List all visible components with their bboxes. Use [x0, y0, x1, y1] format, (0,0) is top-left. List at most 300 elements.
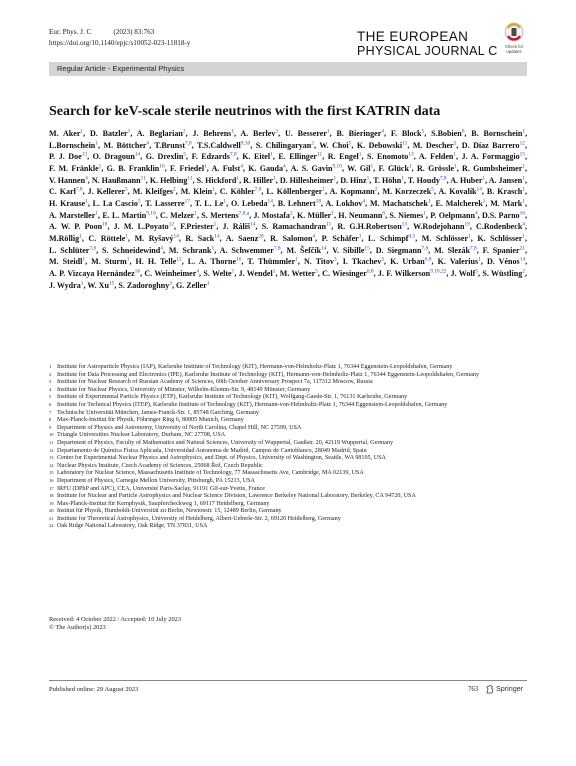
author-name[interactable]: M. Kleifges — [132, 187, 174, 197]
author-name[interactable]: T. L. Le — [194, 198, 224, 208]
author-entry[interactable]: A. Kovalík$^{14}$, — [438, 186, 484, 197]
author-name[interactable]: K. Urban — [390, 257, 425, 267]
author-name[interactable]: H. Krause — [49, 198, 86, 208]
author-affiliation-ref[interactable]: 18 — [102, 221, 108, 228]
author-name[interactable]: J. A. Formaggio — [461, 152, 520, 162]
author-entry[interactable]: D. Díaz Barrero$^{12}$, — [461, 139, 527, 150]
author-entry[interactable]: A. Schwemmer$^{7,8}$, — [219, 244, 283, 255]
author-name[interactable]: F. Block — [390, 129, 422, 138]
author-entry[interactable]: J. Wydra$^1$, — [49, 279, 86, 290]
author-affiliation-ref[interactable]: 1 — [272, 268, 276, 275]
author-affiliation-ref[interactable]: 1 — [80, 279, 84, 286]
author-affiliation-ref[interactable]: 4 — [283, 163, 286, 170]
author-affiliation-ref[interactable]: 1 — [522, 233, 525, 240]
author-name[interactable]: R. Sack — [185, 233, 215, 243]
author-affiliation-ref[interactable]: 9,10 — [146, 209, 156, 216]
author-name[interactable]: E. Ellinger — [278, 152, 317, 162]
author-affiliation-ref[interactable]: 15 — [364, 244, 370, 251]
author-name[interactable]: A. S. Gavin — [290, 163, 333, 173]
author-affiliation-ref[interactable]: 1 — [95, 139, 98, 146]
author-name[interactable]: F. Friedel — [170, 163, 205, 173]
author-name[interactable]: F. Glück — [378, 163, 409, 173]
author-entry[interactable]: S. Niemes$^1$, — [389, 209, 428, 220]
author-entry[interactable]: J. M. L.Poyato$^{12}$, — [113, 221, 177, 232]
author-entry[interactable]: W. Gil$^1$, — [347, 163, 376, 173]
author-entry[interactable]: L. La Cascio$^5$, — [92, 198, 143, 208]
author-name[interactable]: M. Korzeczek — [382, 187, 432, 197]
author-entry[interactable]: J. F. Wilkerson$^{9,10,22}$, — [377, 268, 449, 278]
author-entry[interactable]: O. Dragoun$^{14}$, — [92, 151, 143, 162]
author-entry[interactable]: K. Helbing$^{11}$, — [149, 174, 195, 185]
author-entry[interactable]: B. Krasch$^1$, — [486, 186, 527, 197]
author-name[interactable]: R. Gumbsheimer — [462, 163, 523, 173]
author-name[interactable]: F. M. Fränkle — [49, 163, 99, 173]
author-affiliation-ref[interactable]: 6,8 — [366, 268, 374, 275]
author-name[interactable]: V. Sibille — [332, 245, 365, 255]
author-entry[interactable]: M. Machatschek$^1$, — [369, 198, 433, 208]
author-name[interactable]: M. Mark — [490, 198, 523, 208]
author-entry[interactable]: M. Schrank$^1$, — [168, 244, 217, 255]
author-affiliation-ref[interactable]: 1 — [408, 163, 412, 170]
author-affiliation-ref[interactable]: 14 — [476, 186, 482, 193]
author-name[interactable]: M. Ryšavý — [134, 233, 174, 243]
author-entry[interactable]: R. G.H.Robertson$^{13}$, — [337, 221, 410, 232]
author-name[interactable]: K. Helbing — [149, 175, 188, 185]
author-affiliation-ref[interactable]: 2 — [311, 139, 314, 146]
author-name[interactable]: C. Wiesinger — [322, 268, 367, 278]
author-entry[interactable]: S. Wüstling$^2$, — [482, 268, 527, 278]
author-name[interactable]: J. Mostafa — [253, 210, 290, 220]
author-affiliation-ref[interactable]: 13 — [81, 151, 88, 158]
author-entry[interactable]: A. Marsteller$^1$, — [49, 209, 101, 220]
author-name[interactable]: S. Wüstling — [482, 268, 523, 278]
author-entry[interactable]: L.Bornschein$^1$, — [49, 139, 100, 150]
author-name[interactable]: G. Zeller — [175, 280, 207, 290]
author-entry[interactable]: R. Engel$^1$, — [327, 151, 364, 162]
author-name[interactable]: A. Berlev — [240, 129, 276, 138]
author-name[interactable]: E. L. Martin — [102, 210, 147, 220]
author-entry[interactable]: A. Fulst$^4$, — [211, 163, 245, 173]
author-affiliation-ref[interactable]: 11 — [402, 139, 408, 146]
author-affiliation-ref[interactable]: 21 — [519, 244, 525, 251]
author-entry[interactable]: C. Köhler$^{7,8}$, — [219, 186, 264, 197]
author-entry[interactable]: H. H. Telle$^{12}$, — [135, 256, 184, 267]
author-affiliation-ref[interactable]: 1 — [522, 174, 525, 181]
author-affiliation-ref[interactable]: 4 — [196, 268, 200, 275]
author-entry[interactable]: B. Lehnert$^{18}$, — [277, 198, 324, 208]
author-affiliation-ref[interactable]: 5 — [348, 139, 352, 146]
author-entry[interactable]: S. Mertens$^{7,8,a}$, — [201, 209, 252, 220]
author-name[interactable]: S. Welte — [203, 268, 232, 278]
check-for-updates-badge[interactable] — [499, 22, 529, 58]
author-entry[interactable]: S.Bobien$^6$, — [431, 128, 467, 138]
author-entry[interactable]: J. A. Formaggio$^{15}$, — [461, 151, 528, 162]
author-affiliation-ref[interactable]: 7,8,a — [238, 209, 250, 216]
author-name[interactable]: D. Hinz — [340, 175, 367, 185]
author-affiliation-ref[interactable]: 5 — [453, 139, 457, 146]
author-entry[interactable]: I. Tkachev$^3$, — [342, 256, 386, 267]
author-name[interactable]: K. Valerius — [437, 257, 479, 267]
author-affiliation-ref[interactable]: 1 — [95, 209, 99, 216]
author-entry[interactable]: M. Ryšavý$^{14}$, — [134, 233, 181, 243]
author-affiliation-ref[interactable]: 1 — [213, 221, 217, 228]
author-name[interactable]: S. Mertens — [201, 210, 239, 220]
author-affiliation-ref[interactable]: 4,5 — [408, 233, 416, 240]
author-entry[interactable]: M. Sturm$^1$, — [91, 256, 132, 267]
author-affiliation-ref[interactable]: 17 — [184, 198, 191, 205]
author-affiliation-ref[interactable]: 3 — [381, 256, 384, 263]
author-entry[interactable]: F. Friedel$^1$, — [170, 163, 209, 173]
author-affiliation-ref[interactable]: 16 — [134, 268, 141, 275]
author-affiliation-ref[interactable]: 4 — [362, 198, 366, 205]
author-entry[interactable]: P. Oelpmann$^4$, — [430, 209, 480, 220]
author-name[interactable]: M. Böttcher — [103, 140, 147, 150]
author-entry[interactable]: A. Felden$^1$, — [418, 151, 459, 162]
author-name[interactable]: O. Lebeda — [230, 198, 268, 208]
author-entry[interactable]: E. Malcherek$^1$, — [435, 198, 488, 208]
author-name[interactable]: B. Bornschein — [471, 129, 523, 138]
author-name[interactable]: C. Karl — [49, 187, 76, 197]
author-name[interactable]: O. Dragoun — [92, 152, 135, 162]
author-name[interactable]: S. Niemes — [389, 210, 424, 220]
author-name[interactable]: L. Schimpf — [367, 233, 409, 243]
author-entry[interactable]: L. A. Thorne$^{16}$, — [187, 256, 244, 267]
author-entry[interactable]: T. L. Le$^1$, — [194, 198, 229, 208]
author-entry[interactable]: O. Lebeda$^{14}$, — [230, 198, 275, 208]
author-affiliation-ref[interactable]: 4 — [381, 128, 384, 135]
author-entry[interactable]: N. Haußmann$^{11}$, — [91, 174, 148, 185]
author-entry[interactable]: M. Korzeczek$^5$, — [382, 186, 436, 197]
author-affiliation-ref[interactable]: 12 — [176, 256, 182, 263]
author-name[interactable]: M. Aker — [49, 129, 81, 138]
author-entry[interactable]: M. Mark$^1$, — [490, 198, 528, 208]
author-affiliation-ref[interactable]: 2 — [182, 128, 186, 135]
author-entry[interactable]: T.S.Caldwell$^{9,10}$, — [197, 139, 253, 150]
author-affiliation-ref[interactable]: 1 — [428, 198, 431, 205]
author-name[interactable]: L. Köllenberger — [266, 187, 323, 197]
author-name[interactable]: A. Kopmann — [329, 187, 375, 197]
author-name[interactable]: D.S. Parno — [481, 210, 520, 220]
author-affiliation-ref[interactable]: 1 — [82, 256, 86, 263]
author-affiliation-ref[interactable]: 1 — [79, 233, 82, 240]
author-entry[interactable]: C. Melzer$^1$, — [160, 209, 199, 220]
author-name[interactable]: A. Lokhov — [325, 198, 363, 208]
author-name[interactable]: J. Ráliš — [222, 222, 251, 232]
author-name[interactable]: M. Schrank — [168, 245, 212, 255]
author-affiliation-ref[interactable]: 1 — [126, 256, 130, 263]
author-entry[interactable]: L. Köllenberger$^1$, — [266, 186, 328, 197]
author-name[interactable]: R. Hiller — [243, 175, 274, 185]
author-entry[interactable]: M. Kleifges$^2$, — [132, 186, 178, 197]
author-name[interactable]: J. Wolf — [450, 268, 476, 278]
author-entry[interactable]: K. Schlösser$^1$, — [477, 233, 528, 243]
author-entry[interactable]: M. Šefčík$^{14}$, — [286, 244, 329, 255]
author-entry[interactable]: T. Houdy$^{7,8}$, — [407, 174, 449, 185]
author-entry[interactable]: D. Batzler$^1$, — [89, 128, 133, 138]
author-entry[interactable]: M. Steidl$^1$, — [49, 256, 88, 267]
author-affiliation-ref[interactable]: 1 — [212, 186, 215, 193]
author-name[interactable]: M. Schlösser — [421, 233, 469, 243]
author-affiliation-ref[interactable]: 1 — [273, 174, 276, 181]
author-affiliation-ref[interactable]: 4 — [160, 244, 163, 251]
author-entry[interactable]: A. Saenz$^{20}$, — [225, 233, 266, 243]
author-entry[interactable]: G. B. Franklin$^{16}$, — [106, 163, 167, 173]
author-affiliation-ref[interactable]: 1 — [366, 174, 370, 181]
author-affiliation-ref[interactable]: 4 — [240, 163, 243, 170]
author-affiliation-ref[interactable]: 11 — [140, 174, 146, 181]
author-affiliation-ref[interactable]: 12 — [519, 139, 525, 146]
author-name[interactable]: V. Hannen — [49, 175, 86, 185]
author-affiliation-ref[interactable]: 4 — [522, 221, 525, 228]
author-name[interactable]: D. Hillesheimer — [279, 175, 334, 185]
author-affiliation-ref[interactable]: 1 — [482, 174, 486, 181]
author-entry[interactable]: K. Eitel$^1$, — [242, 151, 275, 162]
author-affiliation-ref[interactable]: 1 — [522, 163, 526, 170]
author-affiliation-ref[interactable]: 1 — [295, 256, 298, 263]
author-name[interactable]: M. Descher — [412, 140, 454, 150]
author-affiliation-ref[interactable]: 1 — [522, 186, 525, 193]
author-name[interactable]: A. Marsteller — [49, 210, 96, 220]
author-affiliation-ref[interactable]: 1 — [370, 163, 374, 170]
author-affiliation-ref[interactable]: 1 — [358, 151, 362, 158]
author-name[interactable]: K. Debowski — [356, 140, 403, 150]
author-entry[interactable]: J. Behrens$^1$, — [192, 128, 237, 138]
author-affiliation-ref[interactable]: 5 — [475, 268, 479, 275]
author-entry[interactable]: S. Welte$^1$, — [203, 268, 237, 278]
author-name[interactable]: A. Saenz — [225, 233, 259, 243]
author-entry[interactable]: B. Bieringer$^4$, — [336, 128, 387, 138]
author-affiliation-ref[interactable]: 3 — [275, 128, 279, 135]
author-entry[interactable]: A. Lokhov$^4$, — [325, 198, 368, 208]
author-affiliation-ref[interactable]: 1 — [522, 128, 526, 135]
author-entry[interactable]: J. Wolf$^5$, — [450, 268, 481, 278]
author-name[interactable]: E. Malcherek — [435, 198, 483, 208]
author-affiliation-ref[interactable]: 1 — [454, 163, 457, 170]
author-entry[interactable]: R. Gumbsheimer$^1$, — [462, 163, 528, 173]
author-name[interactable]: T. Höhn — [373, 175, 402, 185]
author-entry[interactable]: D. Vénos$^{14}$, — [486, 256, 528, 267]
author-affiliation-ref[interactable]: 6 — [461, 128, 465, 135]
author-affiliation-ref[interactable]: 7,8 — [439, 174, 447, 181]
author-name[interactable]: S.Bobien — [431, 129, 462, 138]
author-entry[interactable]: M. Klein$^1$, — [180, 186, 217, 197]
author-entry[interactable]: K. Urban$^{6,8}$, — [390, 256, 434, 267]
author-entry[interactable]: V. Hannen$^4$, — [49, 174, 90, 185]
author-name[interactable]: J. Wydra — [49, 280, 81, 290]
author-entry[interactable]: K. Gauda$^4$, — [248, 163, 288, 173]
author-affiliation-ref[interactable]: 11 — [187, 174, 193, 181]
author-name[interactable]: K. Müller — [296, 210, 332, 220]
author-affiliation-ref[interactable]: 1 — [85, 198, 88, 205]
author-affiliation-ref[interactable]: 7,8 — [254, 186, 262, 193]
author-name[interactable]: J. Behrens — [192, 129, 232, 138]
author-entry[interactable] — [176, 281, 210, 290]
author-name[interactable]: A. Beglarian — [136, 129, 183, 138]
author-name[interactable]: A. Schwemmer — [219, 245, 274, 255]
author-affiliation-ref[interactable]: 1 — [331, 209, 334, 216]
author-entry[interactable]: D. Hinz$^1$, — [340, 174, 372, 185]
author-name[interactable]: H. Neumann — [338, 210, 383, 220]
author-entry[interactable]: R. Hiller$^1$, — [243, 174, 278, 185]
author-name[interactable]: D. Vénos — [486, 257, 520, 267]
author-entry[interactable]: F. Edzards$^{7,8}$, — [191, 151, 239, 162]
author-entry[interactable]: T. Höhn$^1$, — [373, 174, 406, 185]
author-affiliation-ref[interactable]: 7,8 — [185, 139, 192, 146]
author-entry[interactable]: W. Choi$^5$, — [319, 139, 354, 150]
author-entry[interactable]: L. Schlüter$^{7,8}$, — [49, 244, 99, 255]
author-name[interactable]: J. F. Wilkerson — [377, 268, 431, 278]
doi-link[interactable]: https://doi.org/10.1140/epjc/s10052-023-11818-y — [49, 39, 191, 47]
author-affiliation-ref[interactable]: 9,10,22 — [430, 268, 447, 275]
author-name[interactable]: L.Bornschein — [49, 140, 96, 150]
author-name[interactable]: J. Wendel — [238, 268, 273, 278]
author-name[interactable]: C.Rodenbeck — [476, 222, 523, 232]
author-entry[interactable]: J. Wendel$^1$, — [238, 268, 278, 278]
author-affiliation-ref[interactable]: 1 — [98, 163, 102, 170]
author-affiliation-ref[interactable]: 1 — [270, 151, 273, 158]
author-name[interactable]: R. Salomon — [270, 233, 313, 243]
author-affiliation-ref[interactable]: 5 — [315, 268, 318, 275]
author-affiliation-ref[interactable]: 4 — [85, 174, 88, 181]
author-affiliation-ref[interactable]: 2 — [522, 268, 525, 275]
author-name[interactable]: M. Steidl — [49, 257, 83, 267]
author-entry[interactable]: W.Rodejohann$^{19}$, — [413, 221, 472, 232]
author-entry[interactable]: J. Mostafa$^2$, — [253, 209, 295, 220]
author-affiliation-ref[interactable]: 4 — [312, 233, 316, 240]
author-affiliation-ref[interactable]: 14 — [321, 244, 327, 251]
author-affiliation-ref[interactable]: 5 — [421, 128, 425, 135]
author-entry[interactable]: C.Rodenbeck$^4$, — [476, 221, 528, 232]
author-name[interactable]: F.Priester — [180, 222, 214, 232]
author-name[interactable]: R. Engel — [327, 152, 359, 162]
author-entry[interactable]: J. Ráliš$^{14}$, — [222, 221, 258, 232]
author-name[interactable]: P. Schäfer — [321, 233, 359, 243]
author-entry[interactable]: K. Müller$^1$, — [296, 209, 336, 220]
author-entry[interactable]: T.Brunst$^{7,8}$, — [154, 139, 194, 150]
author-name[interactable]: W.Rodejohann — [413, 222, 465, 232]
author-affiliation-ref[interactable]: 1 — [322, 186, 326, 193]
author-entry[interactable]: C. Karl$^{7,8}$, — [49, 186, 85, 197]
author-name[interactable]: S. Enomoto — [367, 152, 409, 162]
author-name[interactable]: G. Drexlin — [145, 152, 184, 162]
author-affiliation-ref[interactable]: 6 — [382, 209, 386, 216]
author-entry[interactable]: P. Schäfer$^1$, — [321, 233, 364, 243]
author-name[interactable]: G. B. Franklin — [106, 163, 160, 173]
author-entry[interactable]: M. Böttcher$^4$, — [103, 139, 152, 150]
author-name[interactable]: A. Fulst — [211, 163, 241, 173]
author-entry[interactable]: W. Xu$^{15}$, — [87, 279, 117, 290]
author-entry[interactable]: A. Kopmann$^2$, — [329, 186, 380, 197]
author-affiliation-ref[interactable]: 7,8 — [421, 244, 429, 251]
author-affiliation-ref[interactable]: 1 — [127, 128, 131, 135]
author-name[interactable]: C. Weinheimer — [144, 268, 197, 278]
author-affiliation-ref[interactable]: 1 — [522, 198, 525, 205]
author-name[interactable]: C. Melzer — [160, 210, 195, 220]
author-name[interactable]: L. Schlüter — [49, 245, 90, 255]
author-affiliation-ref[interactable]: 14 — [267, 198, 273, 205]
author-entry[interactable]: S. Chilingaryan$^2$, — [255, 139, 316, 150]
author-name[interactable]: C. Köhler — [219, 187, 255, 197]
author-name[interactable]: N. Titov — [303, 257, 334, 267]
author-name[interactable]: T. Houdy — [407, 175, 440, 185]
author-affiliation-ref[interactable]: 1 — [125, 233, 129, 240]
author-affiliation-ref[interactable]: 1 — [80, 128, 84, 135]
author-entry[interactable]: F. Block$^5$, — [390, 128, 427, 138]
author-entry[interactable]: C. Röttele$^1$, — [88, 233, 131, 243]
author-name[interactable]: S. Schneidewind — [102, 245, 161, 255]
author-name[interactable]: J. Kellerer — [87, 187, 126, 197]
author-entry[interactable]: E. L. Martin$^{9,10}$, — [102, 209, 158, 220]
author-entry[interactable]: P. J. Doe$^{13}$, — [49, 151, 90, 162]
author-entry[interactable]: S. Zadoroghny$^3$, — [118, 279, 174, 290]
author-affiliation-ref[interactable]: 9,10 — [332, 163, 342, 170]
author-entry[interactable]: M.Röllig$^1$, — [49, 233, 84, 243]
author-affiliation-ref[interactable]: 13 — [401, 221, 408, 228]
author-affiliation-ref[interactable]: 16 — [236, 256, 242, 263]
author-affiliation-ref[interactable]: 13 — [408, 151, 414, 158]
author-entry[interactable]: D. Siegmann$^{7,8}$, — [375, 244, 431, 255]
author-entry[interactable]: A. S. Gavin$^{9,10}$, — [290, 163, 344, 173]
author-name[interactable]: N. Haußmann — [91, 175, 141, 185]
author-name[interactable]: B. Lehnert — [277, 198, 316, 208]
author-affiliation-ref[interactable]: 1 — [223, 198, 227, 205]
author-entry[interactable]: F.Priester$^1$, — [180, 221, 219, 232]
author-affiliation-ref[interactable]: 14 — [134, 151, 141, 158]
author-affiliation-ref[interactable]: 7,8 — [229, 151, 237, 158]
author-affiliation-ref[interactable]: 1 — [236, 174, 240, 181]
author-name[interactable]: A. Jansen — [488, 175, 523, 185]
author-name[interactable]: C. Röttele — [88, 233, 126, 243]
author-entry[interactable]: D. Hillesheimer$^1$, — [279, 174, 339, 185]
author-entry[interactable]: K. Valerius$^1$, — [437, 256, 483, 267]
author-affiliation-ref[interactable]: 11 — [326, 221, 332, 228]
author-entry[interactable]: K. Debowski$^{11}$, — [356, 139, 410, 150]
author-name[interactable]: T. Thümmler — [247, 257, 296, 267]
author-name[interactable]: H. H. Telle — [135, 257, 177, 267]
author-name[interactable]: K. Eitel — [242, 152, 271, 162]
author-affiliation-ref[interactable]: 18 — [315, 198, 322, 205]
author-entry[interactable]: G. Drexlin$^5$, — [145, 151, 189, 162]
author-name[interactable]: S. Chilingaryan — [255, 140, 312, 150]
author-name[interactable]: R. Grössle — [416, 163, 455, 173]
author-affiliation-ref[interactable]: 1 — [231, 128, 235, 135]
author-entry[interactable]: V. Sibille$^{15}$, — [332, 244, 372, 255]
author-affiliation-ref[interactable]: 2 — [374, 186, 378, 193]
author-affiliation-ref[interactable]: 5 — [183, 151, 187, 158]
author-entry[interactable]: R. Sack$^{14}$, — [185, 233, 222, 243]
author-name[interactable]: P. Oelpmann — [430, 210, 475, 220]
author-name[interactable]: P. J. Doe — [49, 152, 82, 162]
author-affiliation-ref[interactable]: 7,8 — [75, 186, 83, 193]
author-name[interactable]: T.S.Caldwell — [197, 140, 241, 150]
author-affiliation-ref[interactable]: 4 — [474, 209, 478, 216]
author-affiliation-ref[interactable]: 1 — [453, 151, 457, 158]
author-name[interactable]: F. Edzards — [191, 152, 230, 162]
author-name[interactable]: D. Díaz Barrero — [461, 140, 520, 150]
author-affiliation-ref[interactable]: 15 — [108, 279, 115, 286]
author-name[interactable]: S. Ramachandran — [261, 222, 327, 232]
author-affiliation-ref[interactable]: 1 — [204, 163, 207, 170]
author-affiliation-ref[interactable]: 19 — [464, 221, 470, 228]
author-entry[interactable]: C. Wiesinger$^{6,8}$, — [322, 268, 376, 278]
author-entry[interactable]: A. Beglarian$^2$, — [136, 128, 188, 138]
author-entry[interactable]: U. Besserer$^1$, — [284, 128, 332, 138]
author-affiliation-ref[interactable]: 20 — [258, 233, 264, 240]
author-name[interactable]: W. Gil — [347, 163, 371, 173]
author-entry[interactable]: C. Weinheimer$^4$, — [144, 268, 202, 278]
author-name[interactable]: A. W. P. Poon — [49, 222, 103, 232]
author-name[interactable]: T.Brunst — [154, 140, 186, 150]
